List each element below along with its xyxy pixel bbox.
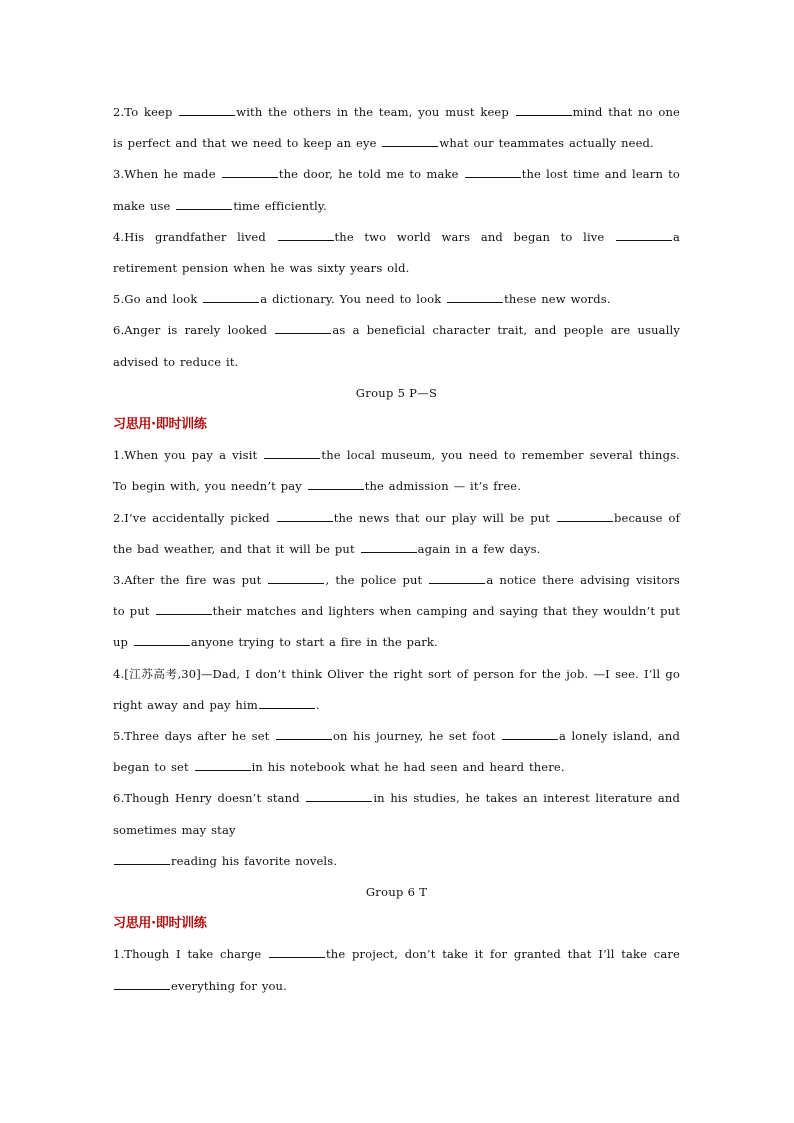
answer-blank[interactable] bbox=[382, 145, 438, 147]
group5-item-2: 2.I’ve accidentally picked the news that our play will be put because of the bad weather, and that it will be put again in a few days. bbox=[113, 510, 680, 556]
group-5-title: Group 5 P—S bbox=[355, 385, 438, 400]
answer-blank[interactable] bbox=[361, 551, 417, 553]
document-content bbox=[113, 97, 680, 1002]
answer-blank[interactable] bbox=[516, 114, 572, 116]
answer-blank[interactable] bbox=[222, 176, 278, 178]
answer-blank[interactable] bbox=[195, 769, 251, 771]
exercise-item-2: 2.To keep with the others in the team, you must keep mind that no one is perfect and that we need to keep an eye what our teammates actually need. bbox=[113, 105, 680, 151]
group5-item-6-continued: reading his favorite novels. bbox=[113, 846, 680, 877]
answer-blank[interactable] bbox=[465, 176, 521, 178]
answer-blank[interactable] bbox=[502, 738, 558, 740]
group5-item-5: 5.Three days after he set on his journey, he set foot a lonely island, and began to set in his notebook what he had seen and heard there. bbox=[113, 729, 680, 775]
answer-blank[interactable] bbox=[557, 520, 613, 522]
group5-item-3: 3.After the fire was put , the police put a notice there advising visitors to put their matches and lighters when camping and saying that they wouldn’t put up anyone trying to start a fire in the park. bbox=[113, 573, 680, 650]
group6-item-1: 1.Though I take charge the project, don’t take it for granted that I’ll take care everything for you. bbox=[113, 947, 680, 993]
answer-blank[interactable] bbox=[447, 301, 503, 303]
answer-blank[interactable] bbox=[278, 239, 334, 241]
answer-blank[interactable] bbox=[275, 332, 331, 334]
answer-blank[interactable] bbox=[269, 956, 325, 958]
answer-blank[interactable] bbox=[134, 644, 190, 646]
exercise-item-3: 3.When he made the door, he told me to make the lost time and learn to make use time efficiently. bbox=[113, 167, 680, 213]
group5-item-6: 6.Though Henry doesn’t stand in his studies, he takes an interest literature and sometimes may stay bbox=[113, 791, 680, 837]
answer-blank[interactable] bbox=[176, 208, 232, 210]
answer-blank[interactable] bbox=[277, 520, 333, 522]
group5-item-4: 4.[江苏高考,30]—Dad, I don’t think Oliver the right sort of person for the job. —I see. I’ll go right away and pay him . bbox=[113, 666, 680, 712]
exercise-item-5: 5.Go and look a dictionary. You need to look these new words. bbox=[113, 292, 611, 307]
answer-blank[interactable] bbox=[429, 582, 485, 584]
answer-blank[interactable] bbox=[616, 239, 672, 241]
answer-blank[interactable] bbox=[268, 582, 324, 584]
answer-blank[interactable] bbox=[264, 457, 320, 459]
group-5-section-label: 习思用·即时训练 bbox=[113, 417, 207, 433]
answer-blank[interactable] bbox=[114, 988, 170, 990]
answer-blank[interactable] bbox=[156, 613, 212, 615]
group-6-title: Group 6 T bbox=[365, 885, 428, 900]
answer-blank[interactable] bbox=[308, 488, 364, 490]
group5-item-1: 1.When you pay a visit the local museum, you need to remember several things. To begin with, you needn’t pay the admission — it’s free. bbox=[113, 448, 680, 494]
exercise-item-6: 6.Anger is rarely looked as a beneficial character trait, and people are usually advised to reduce it. bbox=[113, 323, 680, 369]
answer-blank[interactable] bbox=[114, 863, 170, 865]
answer-blank[interactable] bbox=[306, 800, 372, 802]
answer-blank[interactable] bbox=[179, 114, 235, 116]
answer-blank[interactable] bbox=[203, 301, 259, 303]
exercise-item-4: 4.His grandfather lived the two world wars and began to live a retirement pension when he was sixty years old. bbox=[113, 229, 681, 276]
answer-blank[interactable] bbox=[276, 738, 332, 740]
group-6-section-label: 习思用·即时训练 bbox=[113, 916, 207, 932]
answer-blank[interactable] bbox=[259, 707, 315, 709]
